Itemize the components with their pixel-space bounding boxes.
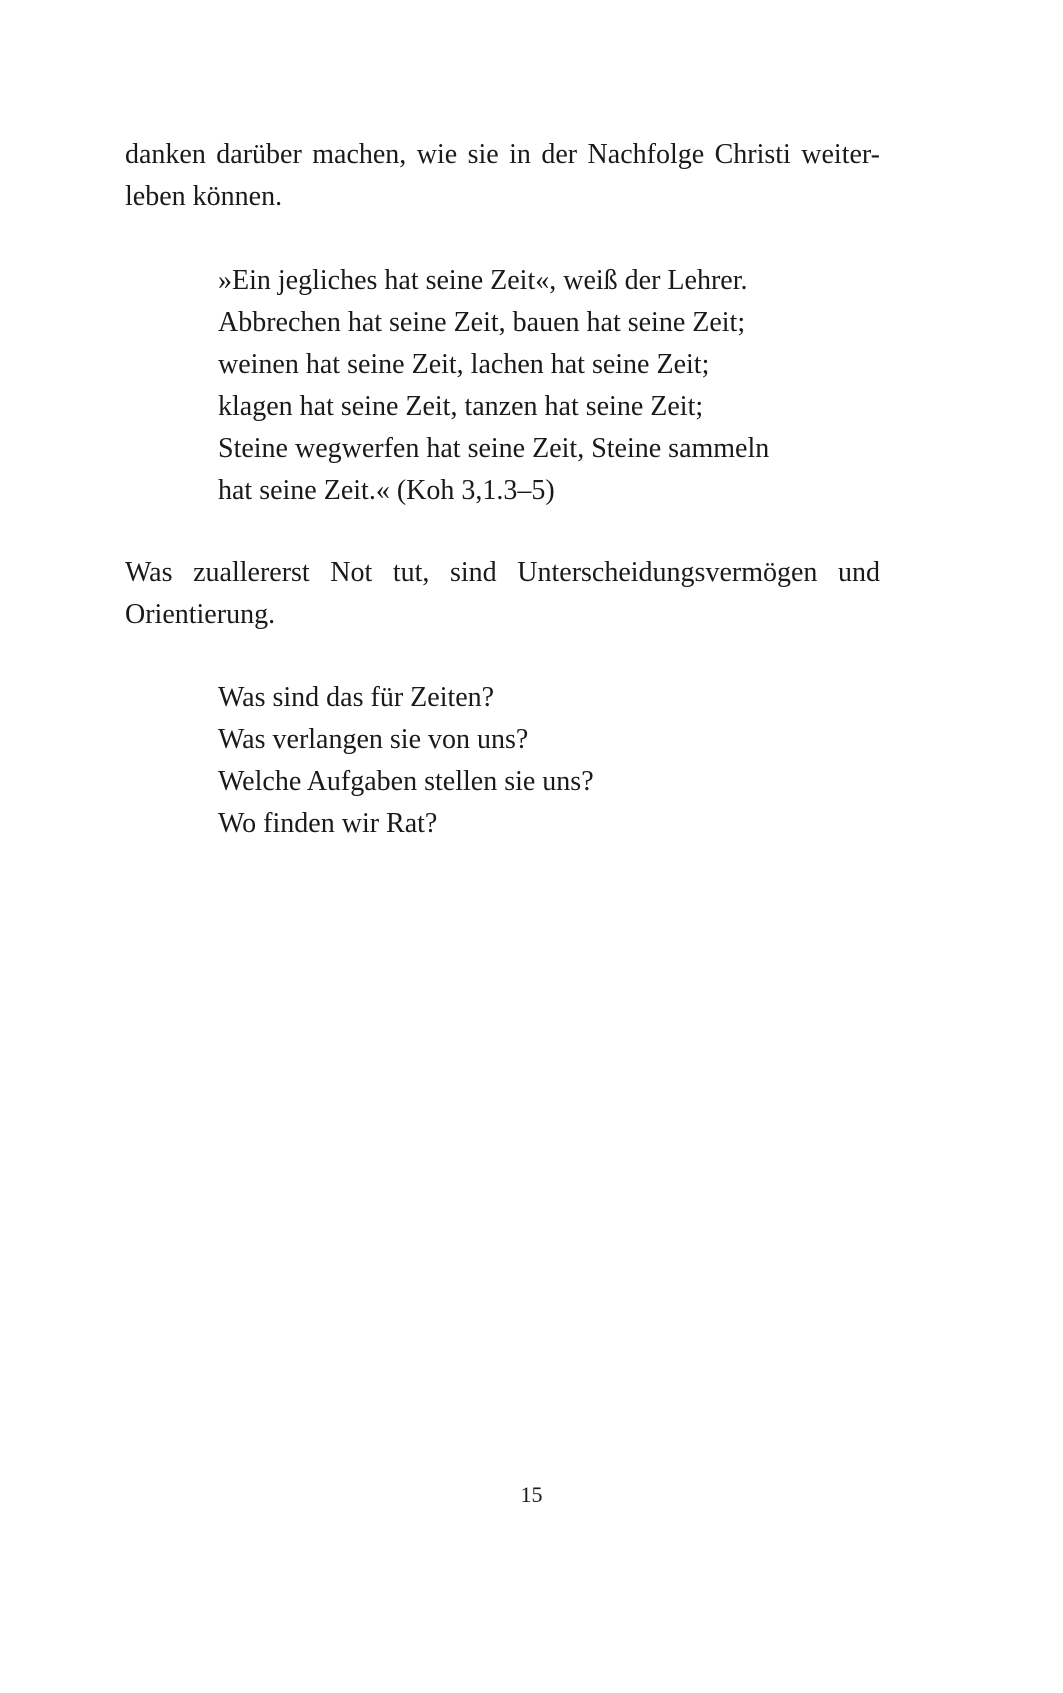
question-list bbox=[218, 677, 594, 845]
question-line: Welche Aufgaben stellen sie uns? bbox=[218, 766, 594, 797]
text-line: Was zuallererst Not tut, sind Unterscheidungsvermögen und bbox=[125, 557, 880, 588]
quote-line: hat seine Zeit.« (Koh 3,1.3–5) bbox=[218, 475, 555, 506]
question-line: Wo finden wir Rat? bbox=[218, 808, 438, 839]
body-paragraph bbox=[125, 552, 880, 636]
quote-line: klagen hat seine Zeit, tanzen hat seine Zeit; bbox=[218, 391, 704, 422]
quote-line: Abbrechen hat seine Zeit, bauen hat seine Zeit; bbox=[218, 307, 746, 338]
quote-line: Steine wegwerfen hat seine Zeit, Steine sammeln bbox=[218, 433, 770, 464]
page-number: 15 bbox=[520, 1482, 543, 1507]
body-paragraph bbox=[125, 134, 880, 218]
text-line: danken darüber machen, wie sie in der Nachfolge Christi weiter- bbox=[125, 139, 880, 170]
text-line: Orientierung. bbox=[125, 599, 276, 630]
quote-line: »Ein jegliches hat seine Zeit«, weiß der Lehrer. bbox=[218, 265, 748, 296]
question-line: Was sind das für Zeiten? bbox=[218, 682, 495, 713]
quote-line: weinen hat seine Zeit, lachen hat seine Zeit; bbox=[218, 349, 710, 380]
question-line: Was verlangen sie von uns? bbox=[218, 724, 529, 755]
text-line: leben können. bbox=[125, 181, 283, 212]
scripture-quote bbox=[218, 260, 769, 512]
